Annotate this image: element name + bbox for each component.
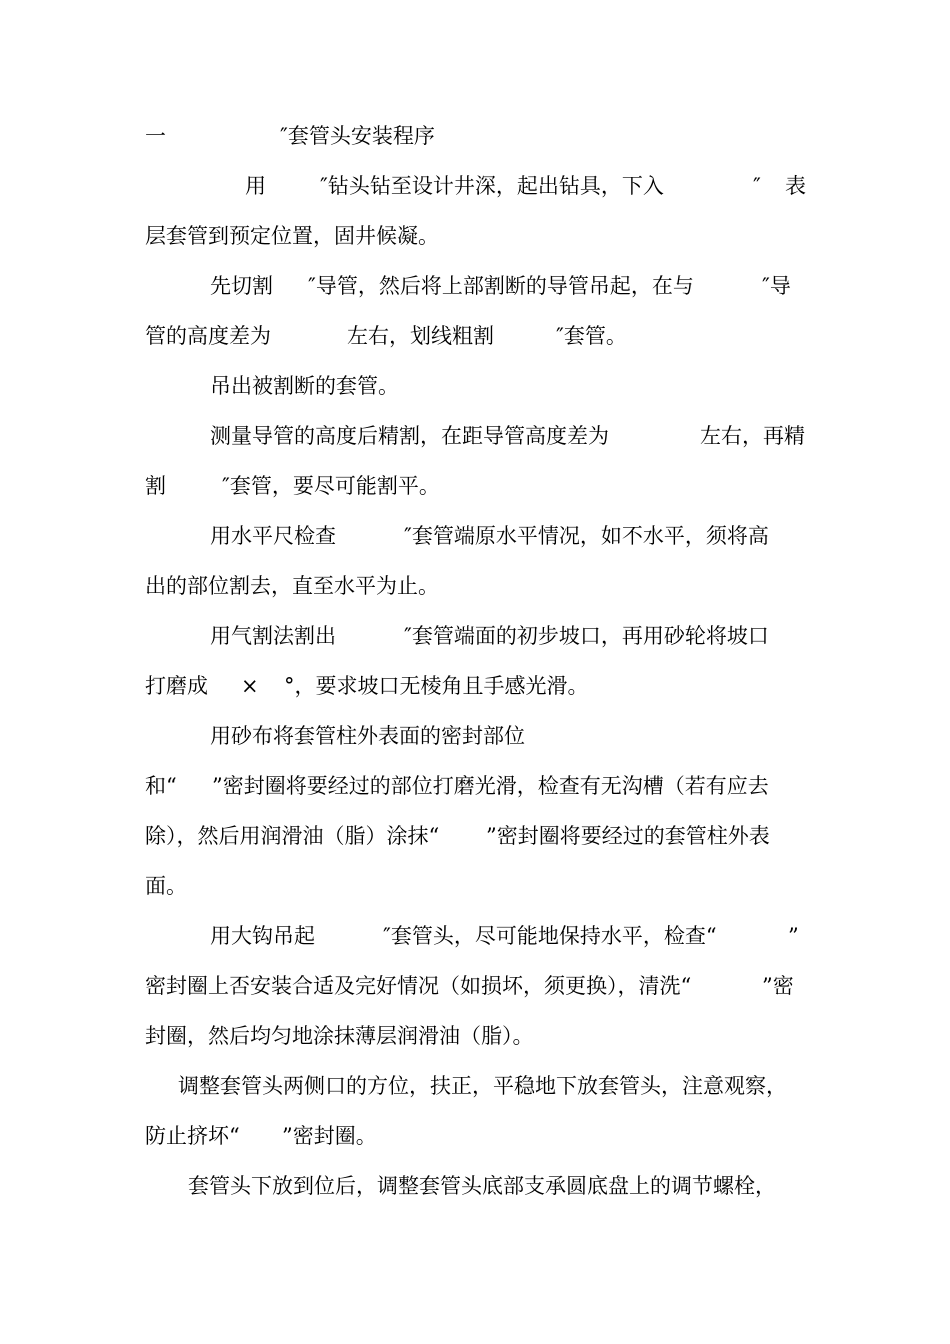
text-segment: 先切割 xyxy=(210,274,273,298)
text-line xyxy=(0,466,950,506)
text-segment: 用气割法割出 xyxy=(210,624,336,648)
text-segment: 一 xyxy=(145,124,166,148)
text-segment: 管的高度差为 xyxy=(145,324,271,348)
text-segment: ″套管，要尽可能割平。 xyxy=(222,474,440,498)
text-segment: ″套管端面的初步坡口，再用砂轮将坡口 xyxy=(404,624,769,648)
text-line xyxy=(0,416,950,456)
text-segment: 出的部位割去，直至水平为止。 xyxy=(145,574,439,598)
text-segment: 密封圈上否安装合适及完好情况（如损坏，须更换），清洗“ xyxy=(145,974,692,998)
text-segment: ″导管，然后将上部割断的导管吊起，在与 xyxy=(308,274,694,298)
text-segment: ”密封圈。 xyxy=(282,1124,377,1148)
text-segment: ”密封圈将要经过的部位打磨光滑，检查有无沟槽（若有应去 xyxy=(212,774,769,798)
text-segment: 用水平尺检查 xyxy=(210,524,336,548)
text-segment: 测量导管的高度后精割，在距导管高度差为 xyxy=(210,424,609,448)
text-segment: ”密 xyxy=(762,974,794,998)
text-line xyxy=(0,966,950,1006)
text-segment: 吊出被割断的套管。 xyxy=(210,374,399,398)
text-line xyxy=(0,916,950,956)
text-segment: °，要求坡口无棱角且手感光滑。 xyxy=(284,674,589,698)
text-line xyxy=(0,216,950,256)
text-segment: ″套管头，尽可能地保持水平，检查“ xyxy=(383,924,717,948)
text-line xyxy=(0,516,950,556)
text-segment: 面。 xyxy=(145,874,187,898)
text-line xyxy=(0,316,950,356)
text-segment: 割 xyxy=(145,474,166,498)
text-line xyxy=(0,666,950,706)
text-segment: ″导 xyxy=(762,274,791,298)
text-segment: 调整套管头两侧口的方位，扶正，平稳地下放套管头，注意观察， xyxy=(178,1074,787,1098)
text-segment: 表 xyxy=(785,174,806,198)
text-line xyxy=(0,716,950,756)
text-segment: ″ xyxy=(753,174,761,198)
text-line xyxy=(0,566,950,606)
text-line xyxy=(0,766,950,806)
text-segment: 和“ xyxy=(145,774,177,798)
text-segment: 套管头下放到位后，调整套管头底部支承圆底盘上的调节螺栓， xyxy=(188,1174,776,1198)
text-segment: 左右，再精 xyxy=(700,424,805,448)
text-line xyxy=(0,266,950,306)
text-line xyxy=(0,866,950,906)
text-segment: ” xyxy=(788,924,799,948)
text-line xyxy=(0,1016,950,1056)
text-segment: 用砂布将套管柱外表面的密封部位 xyxy=(210,724,525,748)
text-line xyxy=(0,1066,950,1106)
text-segment: 打磨成 xyxy=(145,674,208,698)
text-line xyxy=(0,166,950,206)
text-line xyxy=(0,366,950,406)
text-line xyxy=(0,816,950,856)
text-line xyxy=(0,1116,950,1156)
text-segment: 防止挤坏“ xyxy=(145,1124,240,1148)
text-segment: ”密封圈将要经过的套管柱外表 xyxy=(486,824,770,848)
text-segment: ″套管头安装程序 xyxy=(280,124,435,148)
text-segment: ″钻头钻至设计井深，起出钻具，下入 xyxy=(320,174,664,198)
text-segment: 封圈，然后均匀地涂抹薄层润滑油（脂）。 xyxy=(145,1024,534,1048)
text-line xyxy=(0,116,950,156)
text-line xyxy=(0,616,950,656)
text-segment: × xyxy=(241,674,259,698)
text-segment: ″套管端原水平情况，如不水平，须将高 xyxy=(404,524,769,548)
text-segment: 除），然后用润滑油（脂）涂抹“ xyxy=(145,824,440,848)
text-segment: ″套管。 xyxy=(556,324,627,348)
text-segment: 左右，划线粗割 xyxy=(347,324,494,348)
text-line xyxy=(0,1166,950,1206)
text-segment: 层套管到预定位置，固井候凝。 xyxy=(145,224,439,248)
text-segment: 用 xyxy=(245,174,266,198)
text-segment: 用大钩吊起 xyxy=(210,924,315,948)
